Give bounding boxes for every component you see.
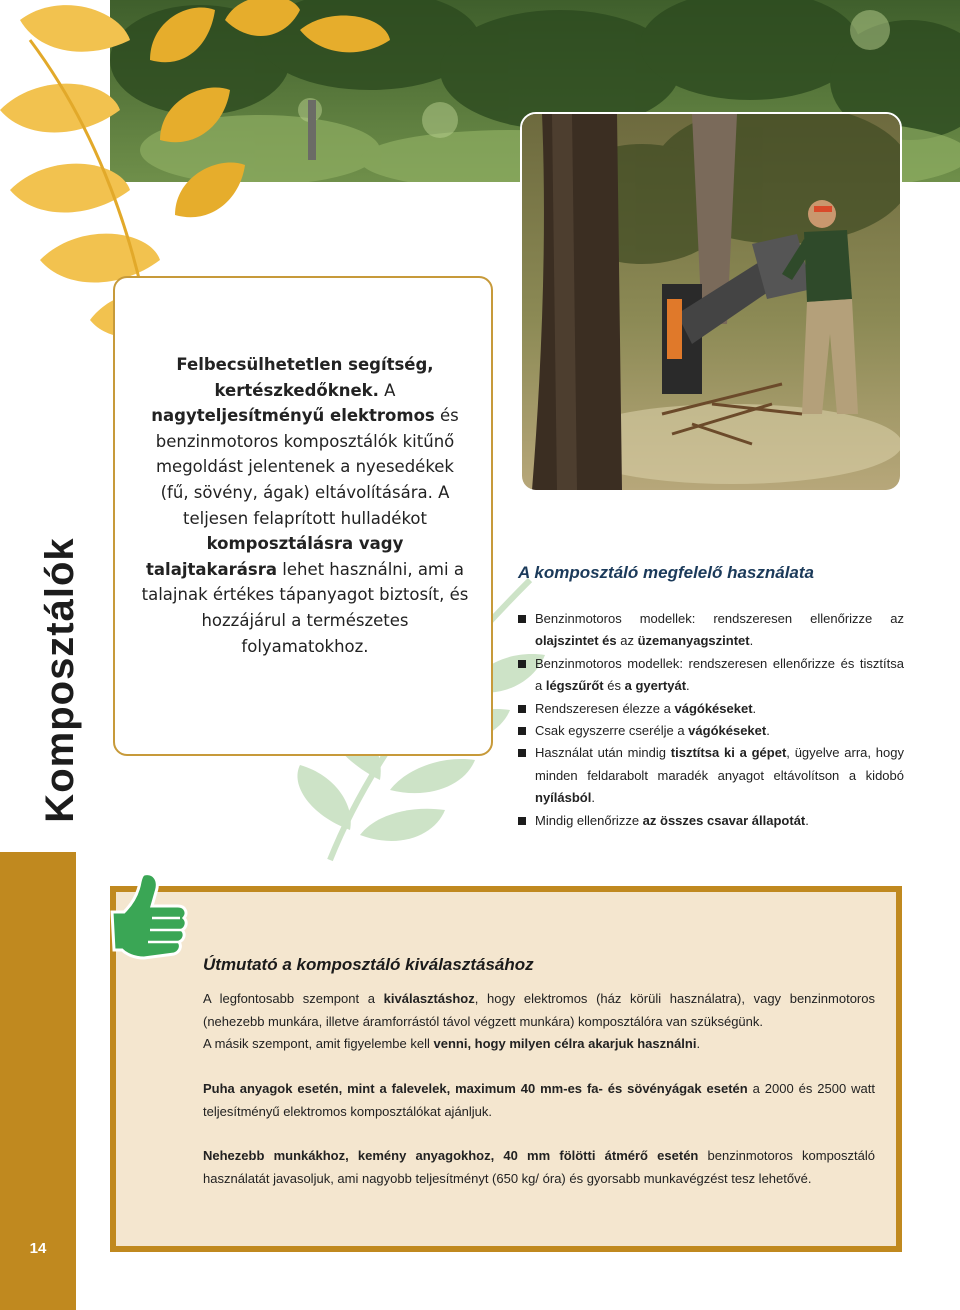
bullet-square-icon <box>518 727 526 735</box>
item-text: . <box>805 812 809 828</box>
item-bold: üzemanyagszintet <box>637 633 750 649</box>
paragraph-text: , hogy elektromos (ház körüli használatra), vagy benzinmotoros (nehezebb munkára, illetve áramforrástól távol végzett munkára) komposztálóra van szükségünk. <box>203 991 875 1029</box>
section-title-vertical: Komposztálók <box>38 537 82 823</box>
bullet-square-icon <box>518 615 526 623</box>
paragraph-bold: venni, hogy milyen célra akarjuk használni <box>433 1036 697 1052</box>
item-bold: a gyertyát <box>624 678 687 694</box>
item-text: Csak egyszerre cserélje a <box>535 723 689 739</box>
bullet-square-icon <box>518 705 526 713</box>
usage-section-title: A komposztáló megfelelő használata <box>518 563 814 582</box>
item-text: . <box>752 700 757 716</box>
item-bold: az összes csavar állapotát <box>642 812 806 828</box>
guide-box <box>110 886 902 1252</box>
item-bold: légszűrőt <box>545 678 604 694</box>
bullet-square-icon <box>518 660 526 668</box>
item-text: Rendszeresen élezze a <box>535 700 675 716</box>
list-item <box>518 608 904 653</box>
item-text: Használat után mindig <box>535 745 671 761</box>
item-bold: vágókéseket <box>688 723 767 739</box>
paragraph-bold: Puha anyagok esetén, mint a falevelek, maximum 40 mm-es fa- és sövényágak esetén <box>203 1081 748 1096</box>
item-text: , ügyelve arra, hogy minden feldarabolt maradék anyagot eltávolítson a kidobó <box>535 745 904 783</box>
item-text: Mindig ellenőrizze <box>535 812 643 828</box>
paragraph-text: . <box>696 1036 701 1052</box>
guide-paragraph-2 <box>203 1078 875 1123</box>
usage-list <box>518 608 904 832</box>
intro-s2-a: A <box>384 380 396 400</box>
item-text: az <box>616 633 638 649</box>
item-bold: olajszintet és <box>535 633 617 649</box>
item-bold: vágókéseket <box>674 700 753 716</box>
intro-s3-b: lehet használni, ami a talajnak értékes tápanyagot biztosít, és hozzájárul a természetes folyamatokhoz. <box>141 559 469 656</box>
item-text: . <box>749 633 754 649</box>
guide-title: Útmutató a komposztáló kiválasztásához <box>203 955 534 974</box>
item-text: . <box>591 790 595 806</box>
guide-paragraph-1 <box>203 988 875 1056</box>
intro-text <box>140 352 470 659</box>
intro-sentence-1: Felbecsülhetetlen segítség, kertészkedőknek. <box>176 355 434 400</box>
intro-s2-bold: nagyteljesítményű elektromos <box>151 406 435 426</box>
item-bold: tisztítsa ki a gépet <box>670 745 787 761</box>
list-item <box>518 653 904 698</box>
item-text: Benzinmotoros modellek: rendszeresen ellenőrizze az <box>535 611 904 626</box>
paragraph-bold: kiválasztáshoz <box>383 991 475 1006</box>
item-bold: nyílásból <box>535 790 592 806</box>
shredder-photo <box>520 112 902 492</box>
bullet-square-icon <box>518 817 526 825</box>
intro-s2-b: és benzinmotoros komposztálók kitűnő megoldást jelentenek a nyesedékek (fű, sövény, ágak) eltávolítására. <box>155 406 459 502</box>
intro-s3-a: A teljesen felaprított hulladékot <box>183 482 450 528</box>
item-text: és <box>603 678 625 694</box>
page-number: 14 <box>29 1240 47 1257</box>
list-item <box>518 810 904 832</box>
list-item <box>518 698 904 720</box>
list-item <box>518 742 904 809</box>
paragraph-bold: Nehezebb munkákhoz, kemény anyagokhoz, 40 mm fölötti átmérő esetén <box>203 1148 699 1163</box>
item-text: . <box>766 723 770 739</box>
guide-paragraph-3 <box>203 1145 875 1190</box>
intro-s3-bold: komposztálásra vagy talajtakarásra <box>146 534 404 579</box>
paragraph-text: a 2000 és 2500 watt teljesítményű elektromos komposztálókat ajánljuk. <box>203 1081 876 1119</box>
paragraph-text: A legfontosabb szempont a <box>203 991 384 1006</box>
thumbs-up-icon <box>104 868 190 968</box>
item-text: . <box>686 678 690 694</box>
paragraph-text: benzinmotoros komposztáló használatát javasoljuk, ami nagyobb teljesítményt (650 kg/ óra) és gyorsabb munkavégzést tesz lehetővé. <box>203 1148 875 1186</box>
item-text: Benzinmotoros modellek: rendszeresen ellenőrizze és tisztítsa a <box>535 655 904 694</box>
paragraph-text: A másik szempont, amit figyelembe kell <box>203 1036 434 1052</box>
bullet-square-icon <box>518 749 526 757</box>
list-item <box>518 720 904 742</box>
